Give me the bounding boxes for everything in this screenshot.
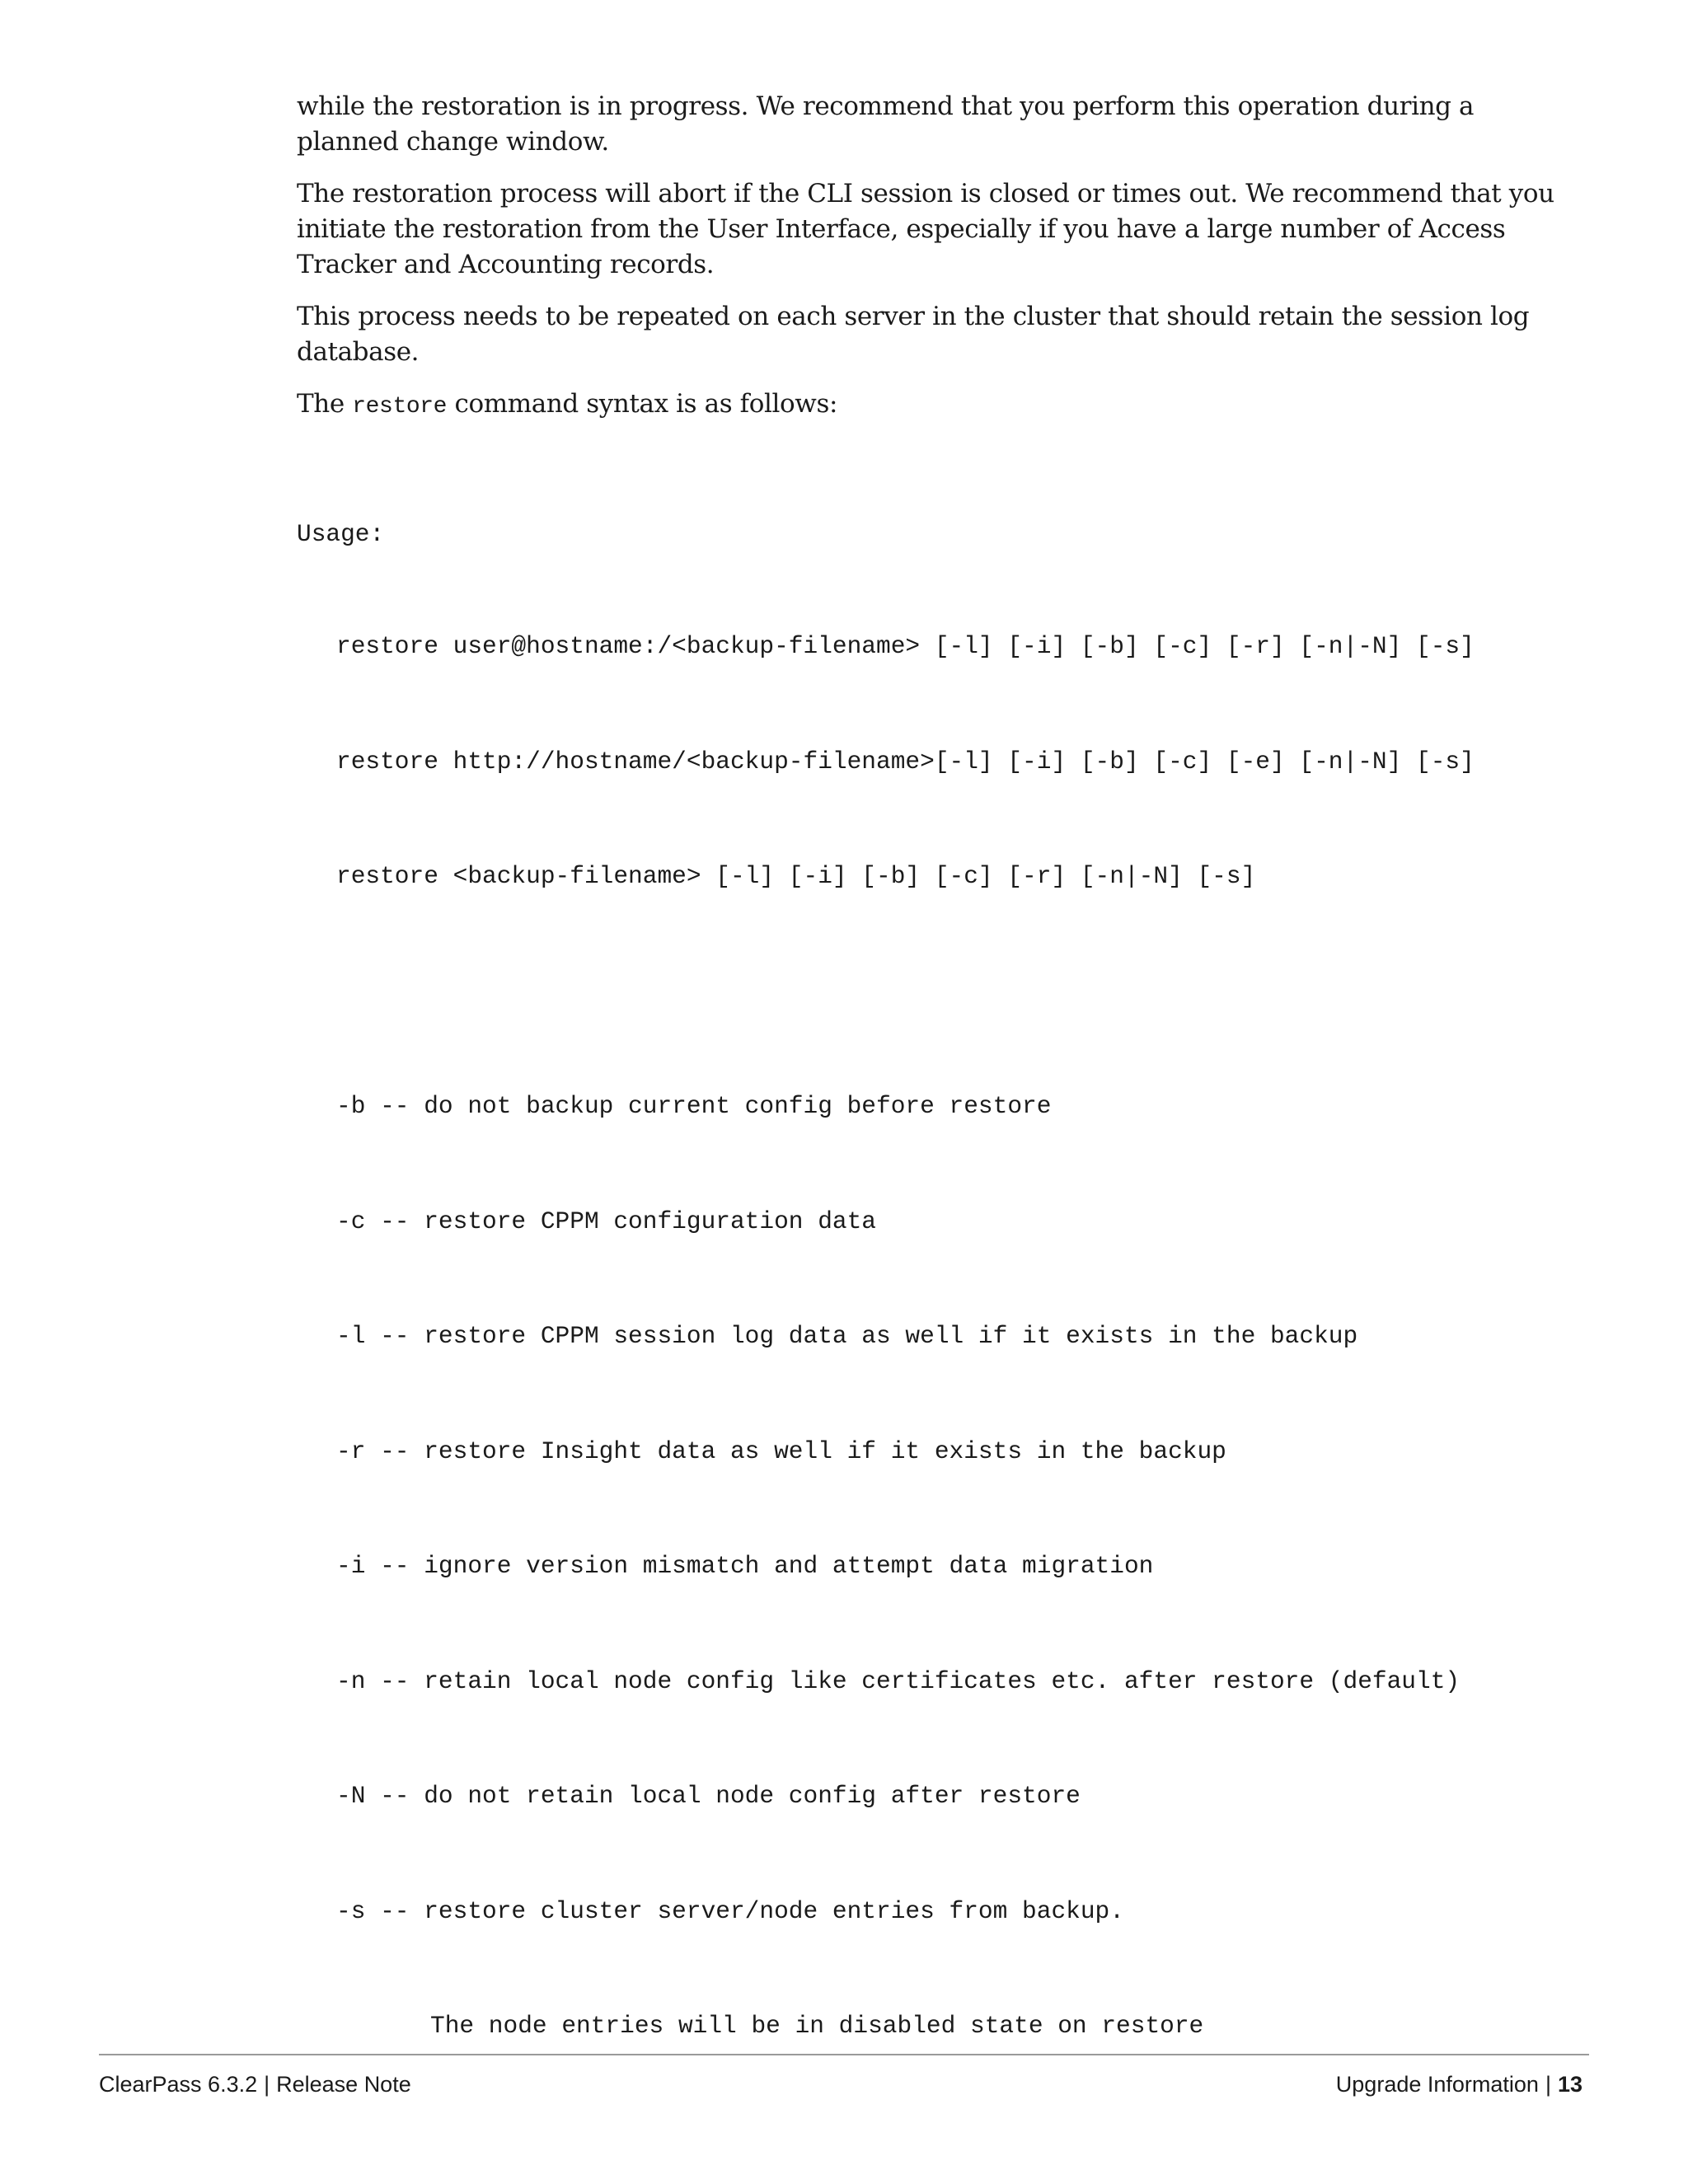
document-body — [297, 89, 1582, 2122]
code-syntax-line: restore http://hostname/<backup-filename>[-l] [-i] [-b] [-c] [-e] [-n|-N] [-s] — [336, 747, 1475, 776]
paragraph-restoration-abort: The restoration process will abort if the CLI session is closed or times out. We recommend that you initiate the restoration from the User Interface, especially if you have a large number of Access Tracker and Accounting records. — [297, 179, 1554, 279]
code-option-line: -s -- restore cluster server/node entries from backup. — [336, 1896, 1124, 1925]
code-blank-line — [297, 972, 1582, 1011]
footer-doc-info — [99, 2072, 411, 2097]
inline-code-restore: restore — [352, 394, 448, 419]
code-usage-label: Usage: — [297, 520, 385, 548]
page-number: 13 — [1557, 2072, 1582, 2097]
syntax-intro-suffix: command syntax is as follows: — [447, 389, 837, 419]
code-option-line: -r -- restore Insight data as well if it exists in the backup — [336, 1436, 1226, 1465]
code-option-line: -i -- ignore version mismatch and attempt data migration — [336, 1552, 1154, 1580]
code-syntax-line: restore user@hostname:/<backup-filename> [-l] [-i] [-b] [-c] [-r] [-n|-N] [-s] — [336, 632, 1475, 660]
footer-page-info — [1336, 2072, 1582, 2097]
code-option-line: -b -- do not backup current config before restore — [336, 1092, 1052, 1120]
paragraph-syntax-intro — [297, 387, 1582, 424]
code-continuation-line: The node entries will be in disabled state on restore — [430, 2012, 1204, 2040]
footer-section: Upgrade Information — [1335, 2072, 1539, 2097]
footer-divider — [99, 2054, 1589, 2055]
syntax-intro-prefix: The — [297, 389, 353, 419]
paragraph-repeat-process: This process needs to be repeated on each server in the cluster that should retain the session log database. — [297, 302, 1530, 367]
footer-doc-type: Release Note — [276, 2072, 411, 2097]
code-syntax-line: restore <backup-filename> [-l] [-i] [-b] [-c] [-r] [-n|-N] [-s] — [336, 862, 1256, 890]
paragraph-restoration-progress: while the restoration is in progress. We recommend that you perform this operation during a planned change window. — [297, 91, 1475, 157]
code-block-restore-usage — [297, 441, 1582, 2122]
code-option-line: -c -- restore CPPM configuration data — [336, 1207, 877, 1235]
footer-separator: | — [264, 2072, 270, 2097]
footer-separator: | — [1545, 2072, 1551, 2097]
code-option-line: -n -- retain local node config like certificates etc. after restore (default) — [336, 1666, 1461, 1695]
code-option-line: -l -- restore CPPM session log data as well if it exists in the backup — [336, 1322, 1358, 1350]
footer-product: ClearPass 6.3.2 — [99, 2072, 258, 2097]
code-option-line: -N -- do not retain local node config after restore — [336, 1782, 1081, 1810]
